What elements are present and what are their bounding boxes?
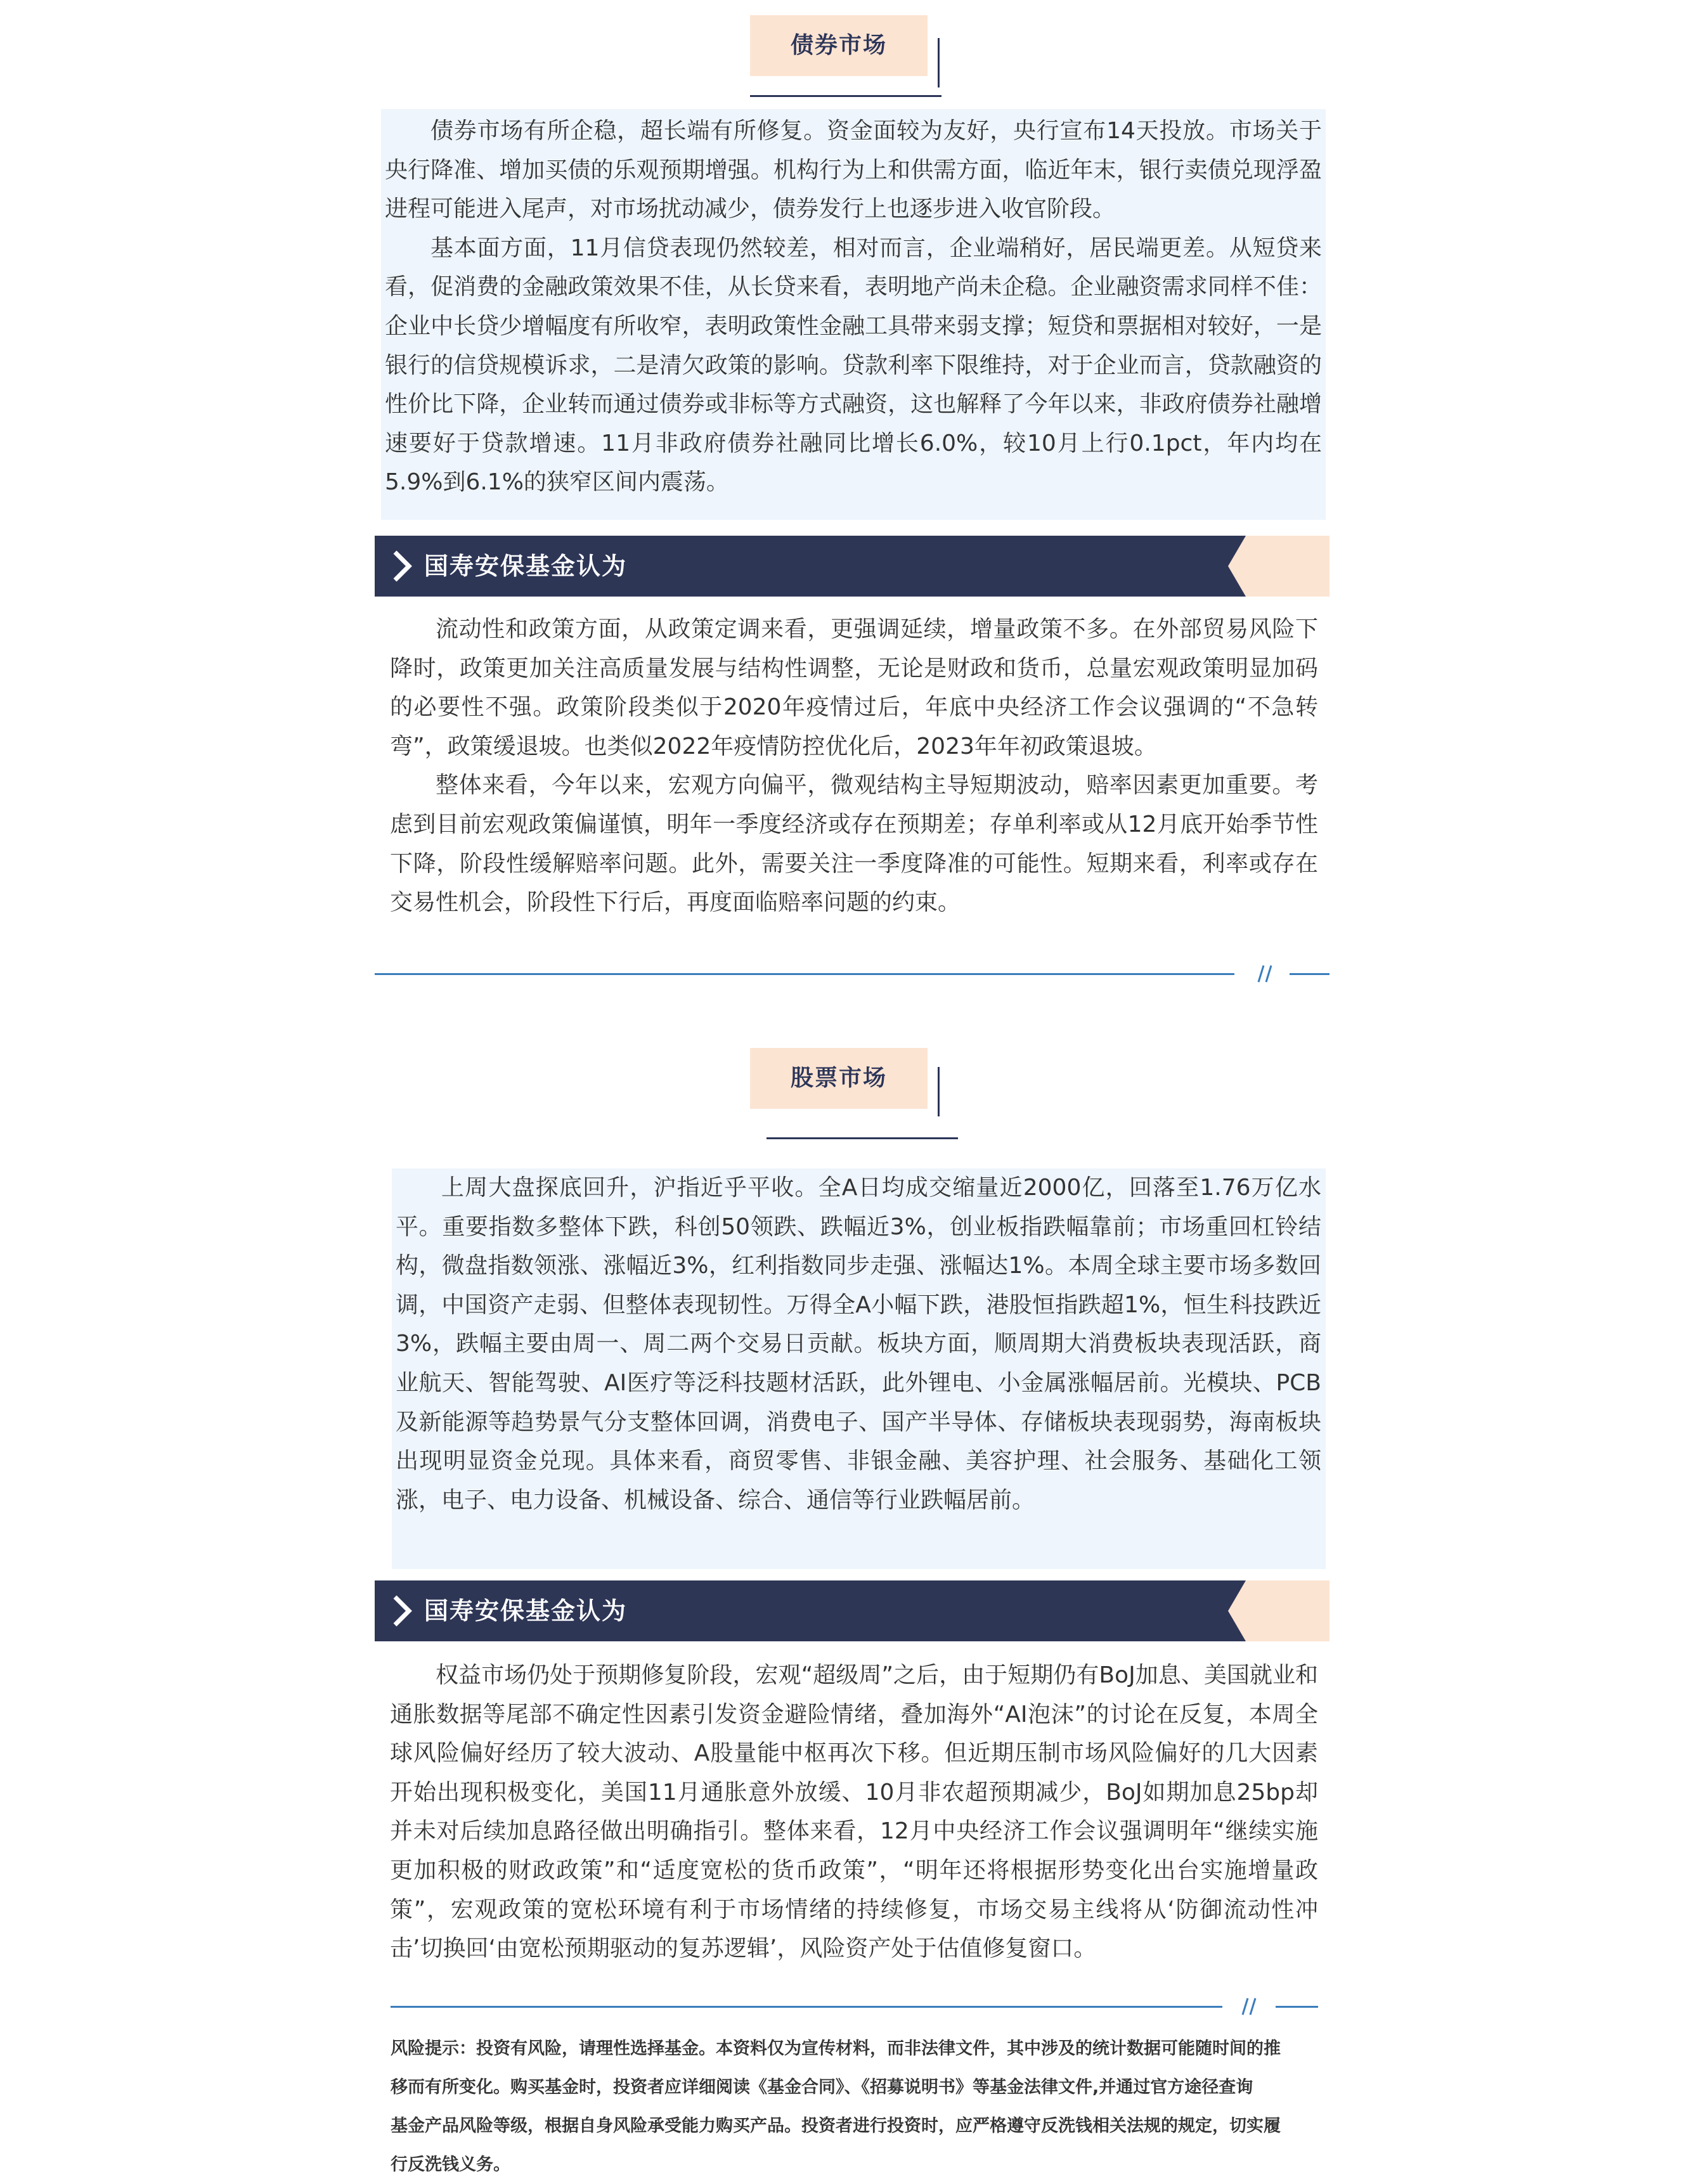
divider-line-left bbox=[391, 2006, 1222, 2008]
title-vertical-rule bbox=[938, 38, 940, 87]
stock-paragraph-1: 上周大盘探底回升，沪指近乎平收。全A日均成交缩量近2000亿，回落至1.76万亿水平。重要指数多整体下跌，科创50领跌、跌幅近3%，创业板指跌幅靠前；市场重回杠铃结构，微盘指数领涨、涨幅近3%，红利指数同步走强、涨幅达1%。本周全球主要市场多数回调，中国资产走弱、但整体表现韧性。万得全A小幅下跌，港股恒指跌超1%，恒生科技跌近3%，跌幅主要由周一、周二两个交易日贡献。板块方面，顺周期大消费板块表现活跃，商业航天、智能驾驶、AI医疗等泛科技题材活跃，此外锂电、小金属涨幅居前。光模块、PCB及新能源等趋势景气分支整体回调，消费电子、国产半导体、存储板块表现弱势，海南板块出现明显资金兑现。具体来看，商贸零售、非银金融、美容护理、社会服务、基础化工领涨，电子、电力设备、机械设备、综合、通信等行业跌幅居前。 bbox=[396, 1175, 1321, 1513]
banner-accent bbox=[1228, 536, 1330, 597]
stock-section-title bbox=[750, 1048, 940, 1109]
disclaimer-line-4: 行反洗钱义务。 bbox=[391, 2155, 510, 2174]
stock-market-text bbox=[392, 1168, 1326, 1569]
disclaimer-line-3: 基金产品风险等级，根据自身风险承受能力购买产品。投资者进行投资时，应严格遵守反洗钱相关法规的规定，切实履 bbox=[391, 2116, 1281, 2136]
section-divider bbox=[391, 1997, 1318, 2016]
bond-paragraph-1: 债券市场有所企稳，超长端有所修复。资金面较为友好，央行宣布14天投放。市场关于央行降准、增加买债的乐观预期增强。机构行为上和供需方面，临近年末，银行卖债兑现浮盈进程可能进入尾声，对市场扰动减少，债券发行上也逐步进入收官阶段。 bbox=[385, 118, 1322, 223]
section-divider bbox=[375, 964, 1330, 983]
chevron-right-icon bbox=[389, 1594, 414, 1627]
chevron-right-icon bbox=[389, 550, 414, 583]
title-horizontal-rule bbox=[750, 95, 941, 97]
divider-line-right bbox=[1276, 2006, 1318, 2008]
bond-opinion-banner bbox=[375, 536, 1330, 597]
bond-section-title-label: 债券市场 bbox=[790, 32, 887, 58]
stock-opinion-paragraph-1: 权益市场仍处于预期修复阶段，宏观“超级周”之后，由于短期仍有BoJ加息、美国就业和通胀数据等尾部不确定性因素引发资金避险情绪，叠加海外“AI泡沫”的讨论在反复，本周全球风险偏好经历了较大波动、A股量能中枢再次下移。但近期压制市场风险偏好的几大因素开始出现积极变化，美国11月通胀意外放缓、10月非农超预期减少，BoJ如期加息25bp却并未对后续加息路径做出明确指引。整体来看，12月中央经济工作会议强调明年“继续实施更加积极的财政政策”和“适度宽松的货币政策”，“明年还将根据形势变化出台实施增量政策”，宏观政策的宽松环境有利于市场情绪的持续修复，市场交易主线将从‘防御流动性冲击’切换回‘由宽松预期驱动的复苏逻辑’，风险资产处于估值修复窗口。 bbox=[390, 1662, 1318, 1962]
bond-opinion-title: 国寿安保基金认为 bbox=[424, 552, 628, 580]
bond-opinion-paragraph-2: 整体来看，今年以来，宏观方向偏平，微观结构主导短期波动，赔率因素更加重要。考虑到目前宏观政策偏谨慎，明年一季度经济或存在预期差；存单利率或从12月底开始季节性下降，阶段性缓解赔率问题。此外，需要关注一季度降准的可能性。短期来看，利率或存在交易性机会，阶段性下行后，再度面临赔率问题的约束。 bbox=[390, 772, 1318, 916]
disclaimer-line-2: 移而有所变化。购买基金时，投资者应详细阅读《基金合同》、《招募说明书》等基金法律文件,并通过官方途径查询 bbox=[391, 2077, 1253, 2097]
bond-opinion-text bbox=[390, 610, 1318, 922]
stock-opinion-banner bbox=[375, 1580, 1330, 1641]
bond-opinion-paragraph-1: 流动性和政策方面，从政策定调来看，更强调延续，增量政策不多。在外部贸易风险下降时，政策更加关注高质量发展与结构性调整，无论是财政和货币，总量宏观政策明显加码的必要性不强。政策阶段类似于2020年疫情过后，年底中央经济工作会议强调的“不急转弯”，政策缓退坡。也类似2022年疫情防控优化后，2023年年初政策退坡。 bbox=[390, 616, 1318, 759]
divider-line-left bbox=[375, 973, 1234, 975]
title-horizontal-rule bbox=[767, 1137, 958, 1139]
banner-accent bbox=[1228, 1580, 1330, 1641]
stock-opinion-title: 国寿安保基金认为 bbox=[424, 1597, 628, 1625]
title-vertical-rule bbox=[938, 1067, 940, 1116]
double-slash-icon bbox=[1234, 1997, 1260, 2016]
bond-market-text bbox=[381, 109, 1326, 520]
bond-section-title bbox=[750, 15, 940, 76]
disclaimer-line-1: 风险提示：投资有风险，请理性选择基金。本资料仅为宣传材料，而非法律文件，其中涉及的统计数据可能随时间的推 bbox=[391, 2039, 1281, 2058]
divider-line-right bbox=[1290, 973, 1330, 975]
risk-disclaimer bbox=[391, 2029, 1316, 2184]
stock-opinion-text bbox=[390, 1656, 1318, 1968]
double-slash-icon bbox=[1250, 964, 1276, 983]
bond-paragraph-2: 基本面方面，11月信贷表现仍然较差，相对而言，企业端稍好，居民端更差。从短贷来看，促消费的金融政策效果不佳，从长贷来看，表明地产尚未企稳。企业融资需求同样不佳：企业中长贷少增幅度有所收窄，表明政策性金融工具带来弱支撑；短贷和票据相对较好，一是银行的信贷规模诉求，二是清欠政策的影响。贷款利率下限维持，对于企业而言，贷款融资的性价比下降，企业转而通过债券或非标等方式融资，这也解释了今年以来，非政府债券社融增速要好于贷款增速。11月非政府债券社融同比增长6.0%，较10月上行0.1pct，年内均在5.9%到6.1%的狭窄区间内震荡。 bbox=[385, 235, 1322, 496]
stock-section-title-label: 股票市场 bbox=[790, 1065, 887, 1091]
